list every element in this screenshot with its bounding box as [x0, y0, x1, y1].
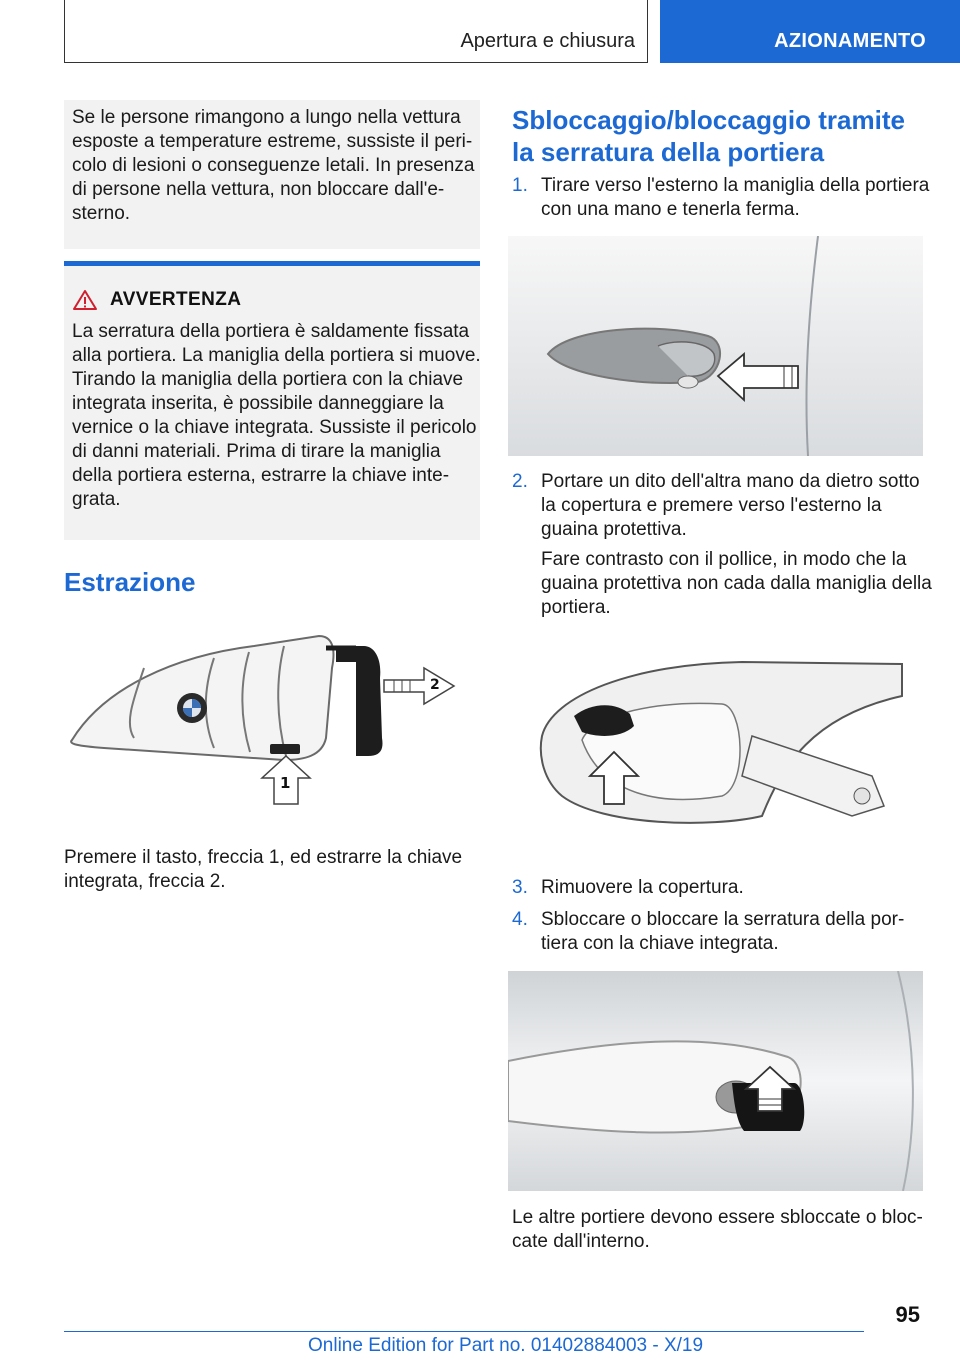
figure-callout-2: 2 [430, 677, 440, 693]
step-line: Rimuovere la copertura. [541, 877, 744, 898]
header-chapter-title: AZIONAMENTO [774, 30, 926, 52]
step-line: con una mano e tenerla ferma. [541, 199, 800, 220]
section-title-line: la serratura della portiera [512, 137, 825, 167]
step-line: tiera con la chiave integrata. [541, 933, 779, 954]
step-line: Tirare verso l'esterno la maniglia della portiera [541, 175, 930, 196]
warning-line: grata. [72, 489, 121, 510]
note-line: colo di lesioni o conseguenze letali. In presenza [72, 155, 475, 176]
step-line: Portare un dito dell'altra mano da dietro sotto [541, 471, 920, 492]
key-extraction-image [64, 628, 464, 808]
closing-line: cate dall'interno. [512, 1231, 650, 1252]
warning-triangle-icon [72, 289, 98, 311]
warning-header [72, 289, 241, 311]
step-line: Fare contrasto con il pollice, in modo che la [541, 549, 907, 570]
note-line: sterno. [72, 203, 131, 224]
page-number: 95 [895, 1302, 920, 1327]
step-line: la copertura e premere verso l'esterno la [541, 495, 882, 516]
section-title-door-lock [512, 104, 942, 168]
step-text [541, 876, 933, 900]
header-section-title: Apertura e chiusura [460, 30, 635, 52]
warning-title: AVVERTENZA [110, 289, 242, 310]
warning-line: vernice o la chiave integrata. Sussiste il pericolo [72, 417, 477, 438]
note-text [72, 106, 474, 226]
step-text [541, 908, 933, 956]
closing-note [512, 1206, 923, 1254]
section-title-line: Sbloccaggio/bloccaggio tramite [512, 105, 905, 135]
step-line: portiera. [541, 597, 611, 618]
closing-line: Le altre portiere devono essere sbloccate o bloc- [512, 1207, 923, 1228]
warning-line: alla portiera. La maniglia della portiera si muove. [72, 345, 481, 366]
warning-line: La serratura della portiera è saldamente fissata [72, 321, 470, 342]
key-in-lock-image [508, 971, 923, 1191]
warning-line: Tirando la maniglia della portiera con la chiave [72, 369, 464, 390]
footer-divider [64, 1331, 864, 1332]
step-line: guaina protettiva. [541, 519, 687, 540]
extraction-caption [64, 846, 462, 894]
caption-line: integrata, freccia 2. [64, 871, 226, 892]
door-handle-image [508, 236, 923, 456]
warning-text [72, 320, 481, 512]
step-line: guaina protettiva non cada dalla maniglia della [541, 573, 932, 594]
step-text [541, 174, 933, 222]
section-title-estrazione: Estrazione [64, 567, 196, 597]
step-number: 1. [512, 175, 528, 196]
note-line: esposte a temperature estreme, sussiste il peri- [72, 131, 473, 152]
footer-edition: Online Edition for Part no. 01402884003 - X/19 [308, 1335, 704, 1356]
note-line: di persone nella vettura, non bloccare dall'e- [72, 179, 445, 200]
header-chapter-tab [660, 0, 960, 63]
step-line: Sbloccare o bloccare la serratura della por- [541, 909, 905, 930]
step-number: 2. [512, 471, 528, 492]
protective-sleeve-image [512, 656, 927, 828]
step-text [541, 470, 933, 620]
warning-line: di danni materiali. Prima di tirare la maniglia [72, 441, 441, 462]
step-number: 4. [512, 909, 528, 930]
warning-line: della portiera esterna, estrarre la chiave inte- [72, 465, 450, 486]
warning-line: integrata inserita, è possibile danneggiare la [72, 393, 444, 414]
step-number: 3. [512, 877, 528, 898]
header-section-box [64, 0, 648, 63]
figure-callout-1: 1 [280, 774, 291, 792]
caption-line: Premere il tasto, freccia 1, ed estrarre la chiave [64, 847, 463, 868]
note-line: Se le persone rimangono a lungo nella vettura [72, 107, 461, 128]
